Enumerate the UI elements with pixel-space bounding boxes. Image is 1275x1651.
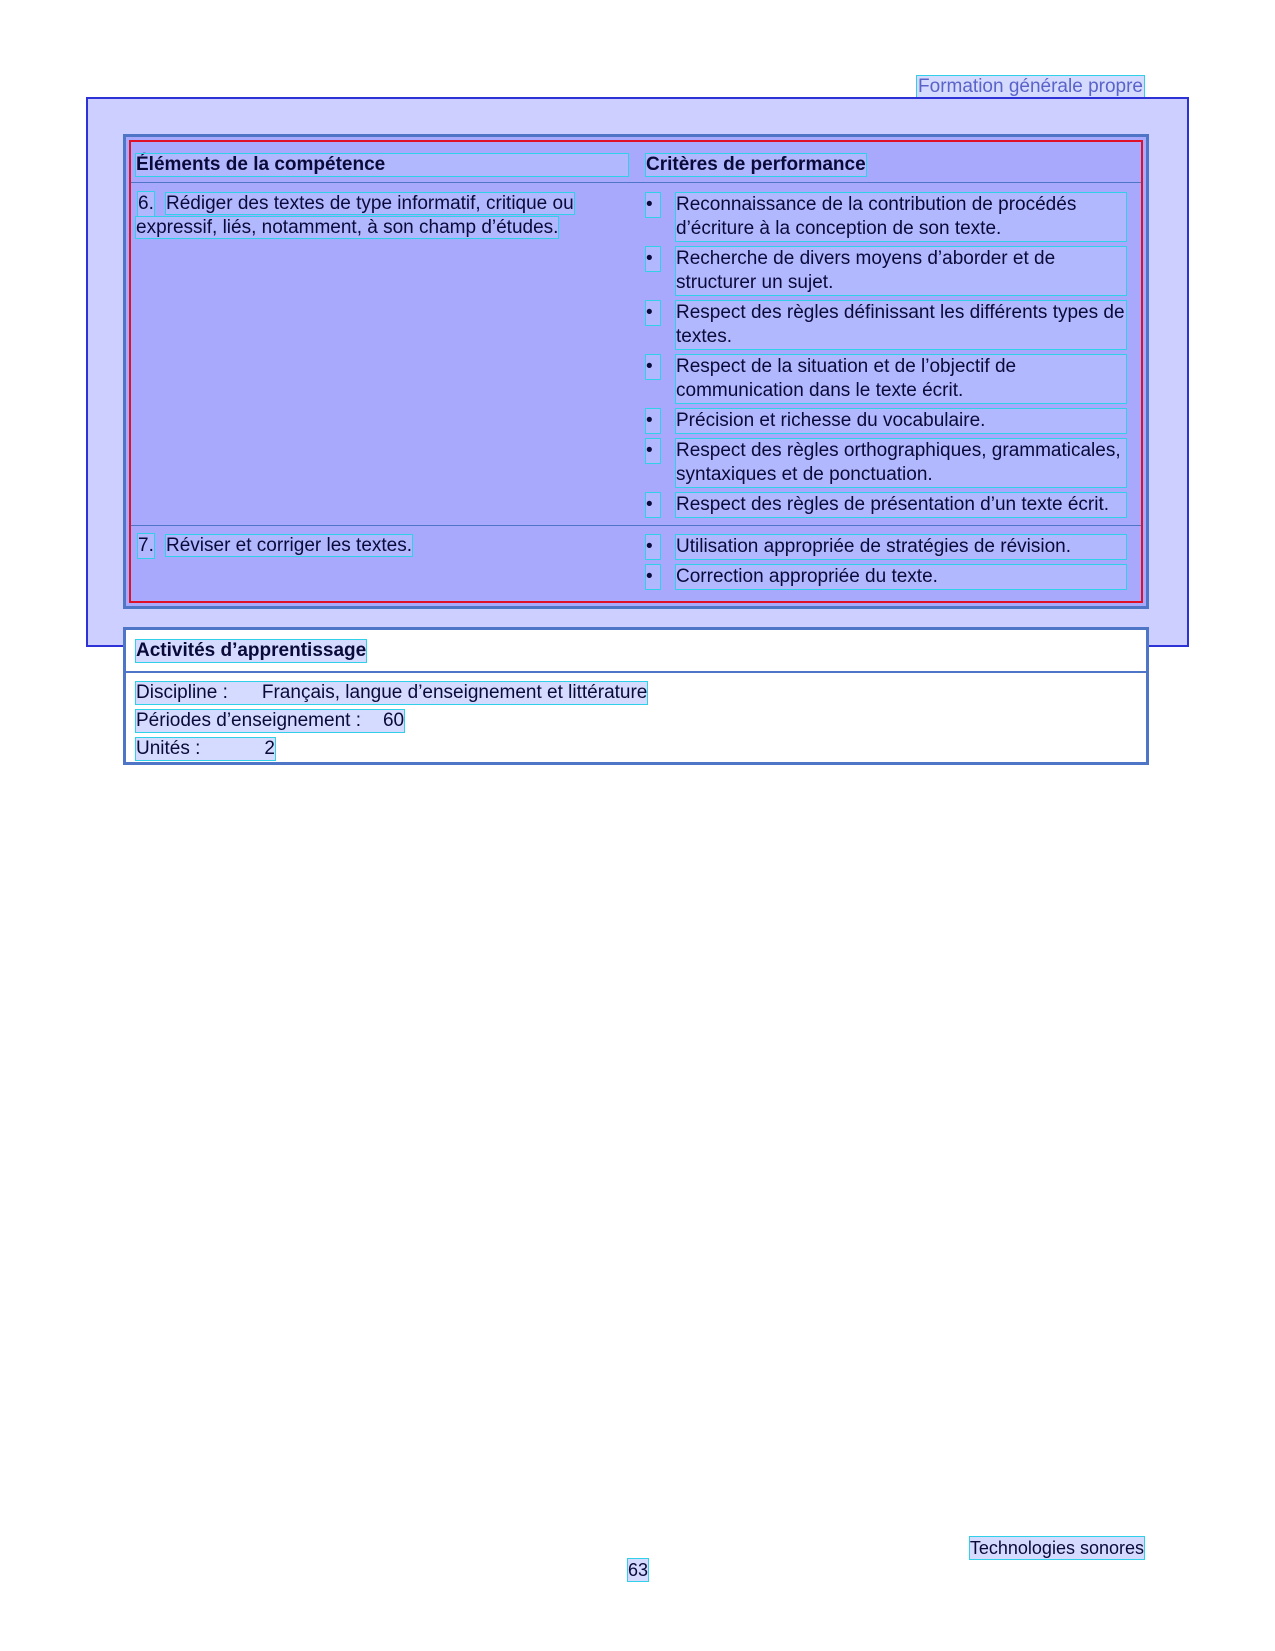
element-number: 7.: [138, 535, 154, 556]
bullet-icon: •: [646, 355, 660, 379]
column-header-criteria: Critères de performance: [646, 154, 866, 175]
bullet-icon: •: [646, 301, 660, 325]
bullet-icon: •: [646, 193, 660, 217]
criteria-item: [646, 493, 1126, 517]
periods-line: [136, 710, 404, 732]
activities-box: [123, 627, 1149, 765]
discipline-label: Discipline :: [136, 682, 228, 703]
competence-table: [123, 134, 1149, 609]
units-value: 2: [264, 738, 275, 759]
criteria-item: [646, 439, 1126, 487]
criteria-text: Précision et richesse du vocabulaire.: [676, 409, 1126, 433]
criteria-text: Respect des règles définissant les différents types de textes.: [676, 302, 1125, 347]
criteria-text: Recherche de divers moyens d’aborder et de structurer un sujet.: [676, 247, 1126, 295]
element-row-7: [136, 534, 646, 558]
element-row-6: [136, 192, 646, 240]
row-divider: [131, 525, 1141, 526]
bullet-icon: •: [646, 409, 660, 433]
units-label: Unités :: [136, 738, 201, 759]
element-text: Rédiger des textes de type informatif, critique ou expressif, liés, notamment, à son champ d’études.: [136, 193, 574, 238]
activities-divider: [126, 671, 1146, 673]
criteria-text: Respect des règles de présentation d’un texte écrit.: [676, 493, 1126, 517]
bullet-icon: •: [646, 565, 660, 589]
periods-value: 60: [382, 710, 405, 731]
bullet-icon: •: [646, 247, 660, 271]
criteria-item: [646, 301, 1126, 349]
criteria-item: [646, 193, 1126, 241]
criteria-item: [646, 535, 1126, 559]
discipline-line: [136, 682, 647, 704]
criteria-item: [646, 409, 1126, 433]
bullet-icon: •: [646, 439, 660, 463]
criteria-text: Respect de la situation et de l’objectif de communication dans le texte écrit.: [676, 355, 1126, 403]
discipline-value: Français, langue d’enseignement et littérature: [261, 682, 648, 703]
criteria-text: Respect des règles orthographiques, grammaticales, syntaxiques et de ponctuation.: [676, 439, 1126, 487]
criteria-text: Utilisation appropriée de stratégies de révision.: [676, 535, 1126, 559]
criteria-list-6: [646, 193, 1126, 523]
page-number: 63: [628, 1560, 649, 1580]
units-line: [136, 738, 275, 760]
running-header: Formation générale propre: [918, 76, 1143, 97]
bullet-icon: •: [646, 493, 660, 517]
element-text: Réviser et corriger les textes.: [166, 535, 413, 556]
bullet-icon: •: [646, 535, 660, 559]
footer-program: Technologies sonores: [969, 1538, 1144, 1558]
criteria-item: [646, 565, 1126, 589]
element-number: 6.: [138, 193, 154, 214]
competence-table-inner: [129, 140, 1143, 603]
criteria-item: [646, 247, 1126, 295]
column-header-elements: Éléments de la compétence: [136, 154, 628, 176]
criteria-item: [646, 355, 1126, 403]
criteria-text: Correction appropriée du texte.: [676, 565, 1126, 589]
periods-label: Périodes d’enseignement :: [136, 710, 361, 731]
criteria-text: Reconnaissance de la contribution de procédés d’écriture à la conception de son texte.: [676, 193, 1126, 241]
criteria-list-7: [646, 535, 1126, 595]
activities-title: Activités d’apprentissage: [136, 640, 367, 661]
header-divider: [131, 182, 1141, 183]
